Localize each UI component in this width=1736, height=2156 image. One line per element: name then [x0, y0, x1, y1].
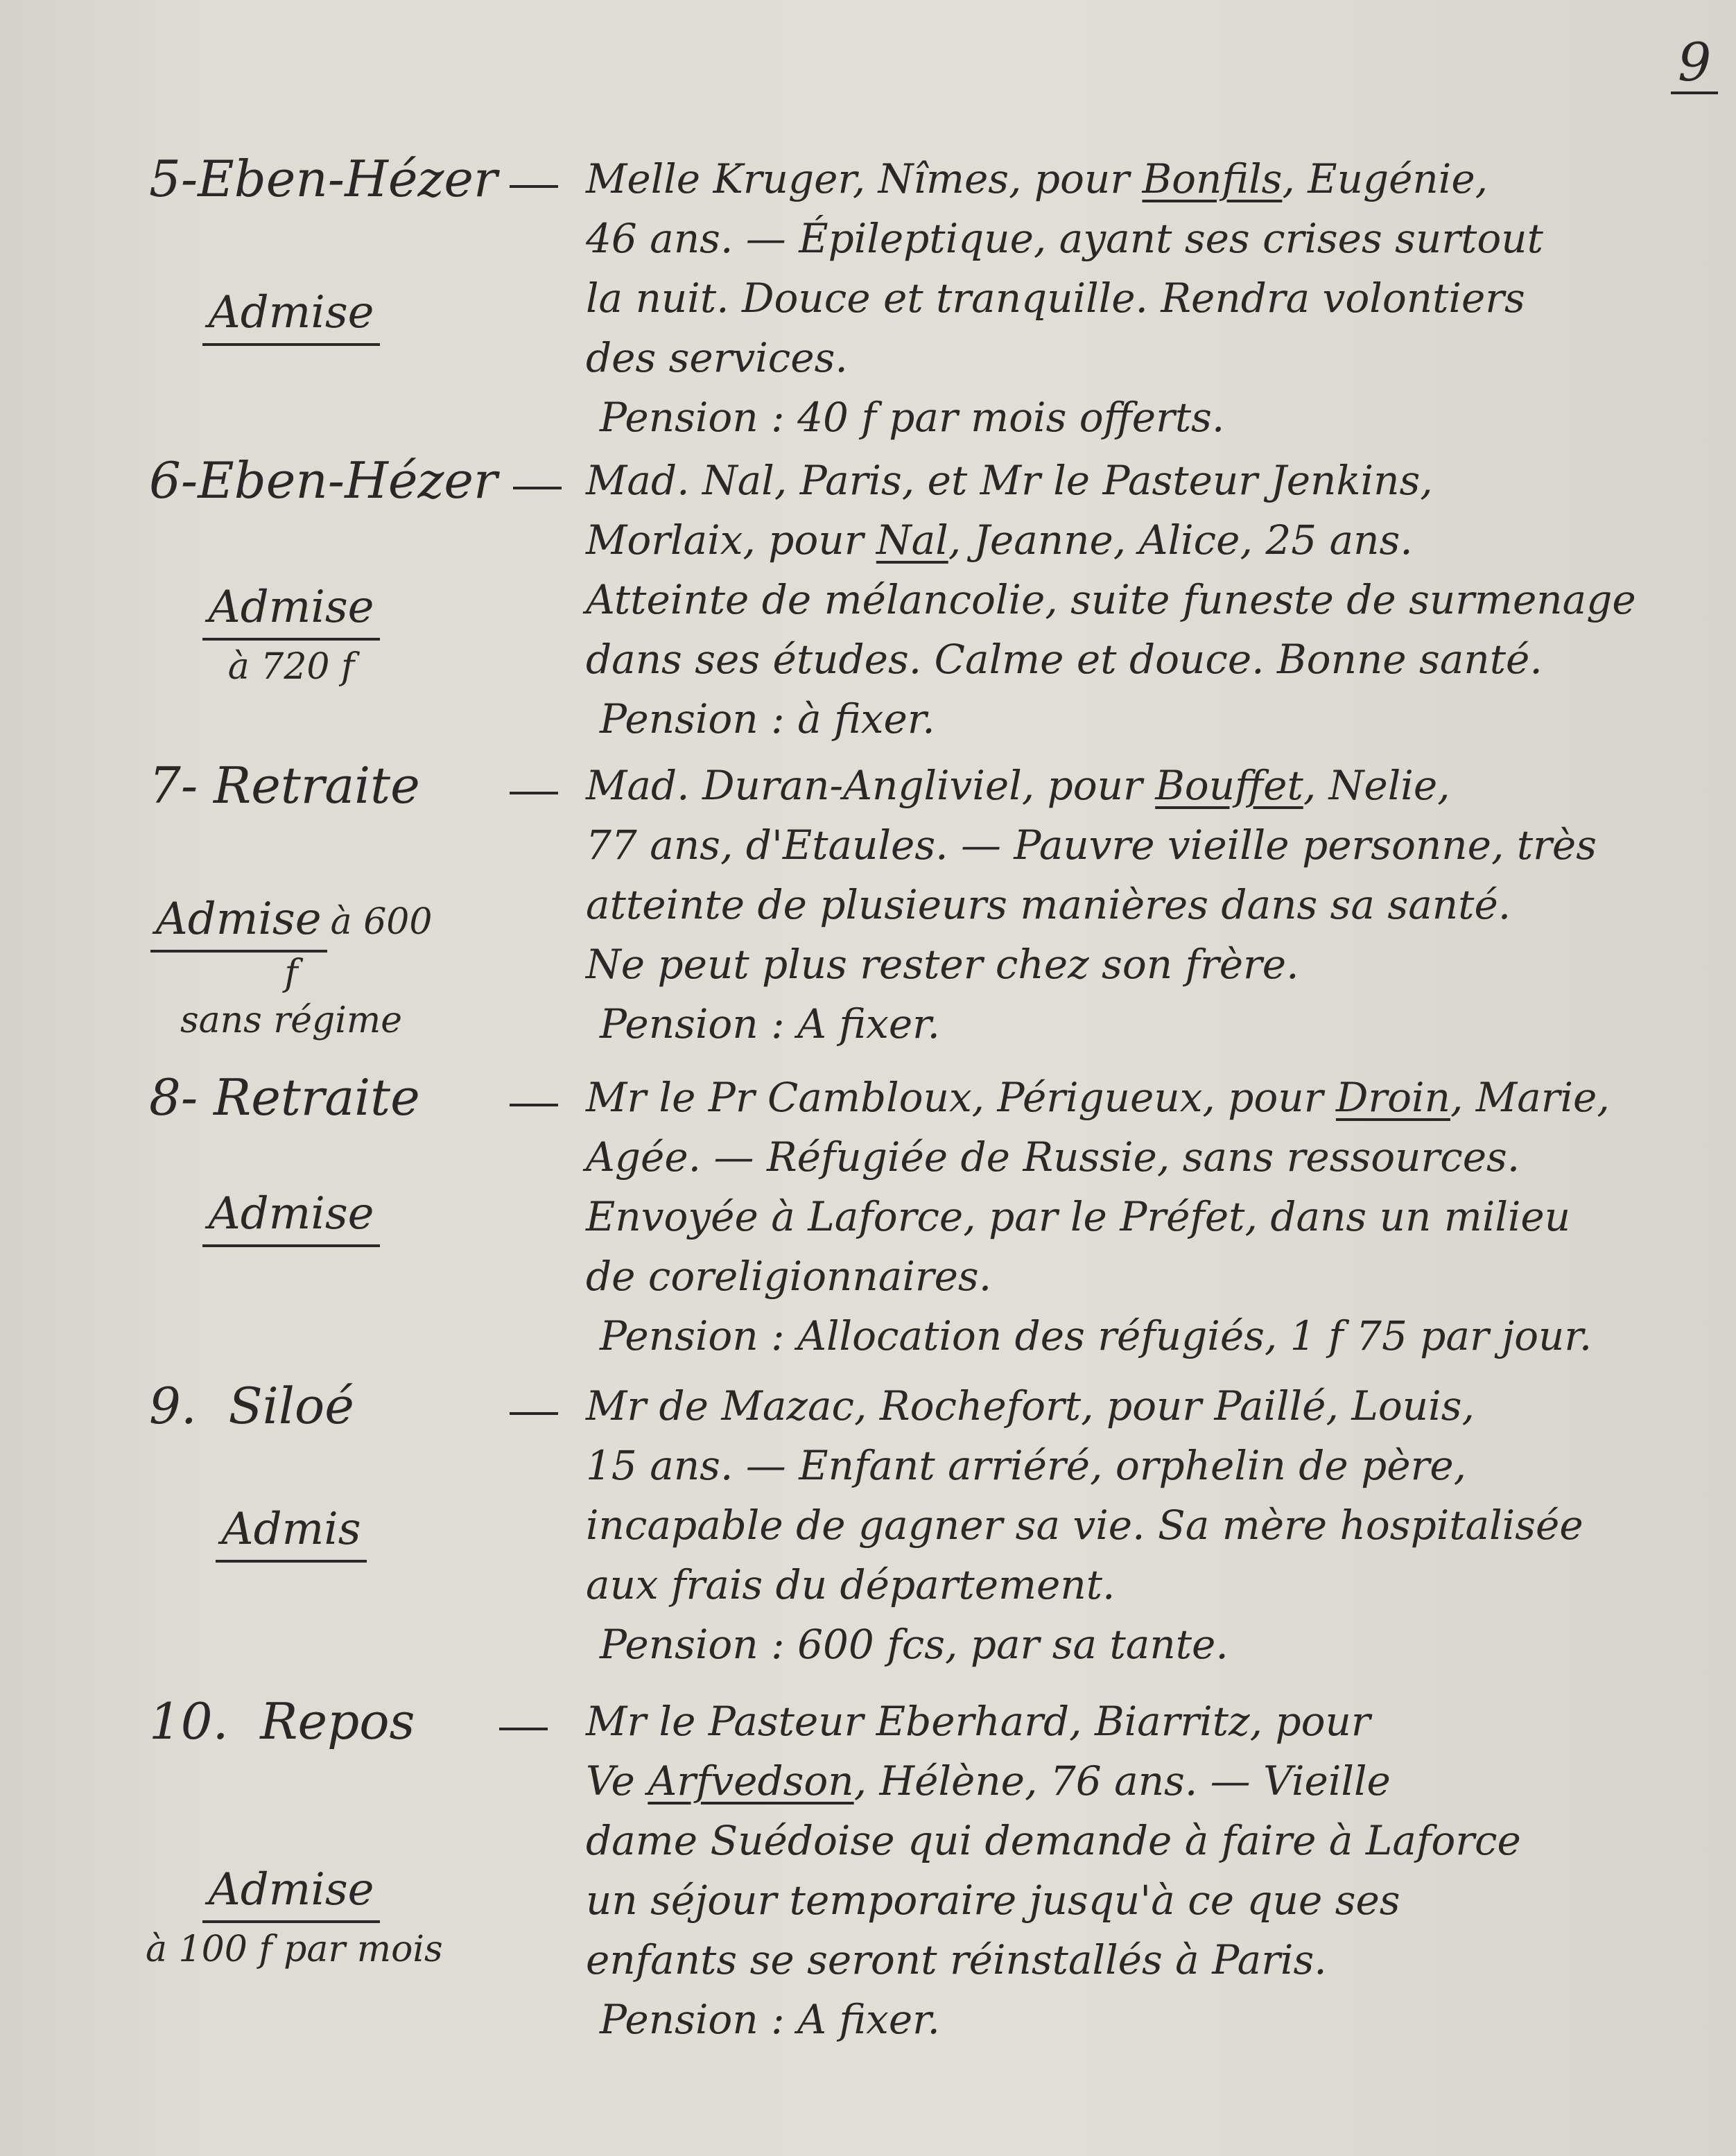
entry-line: Pension : Allocation des réfugiés, 1 f 75 par jour.	[600, 1312, 1592, 1359]
entry-line: Atteinte de mélancolie, suite funeste de surmenage	[586, 576, 1636, 623]
dash-separator	[510, 185, 558, 188]
house-name: Retraite	[214, 756, 420, 815]
decision-note: à 100 f par mois	[146, 1928, 443, 1970]
dash-separator	[510, 1412, 558, 1415]
entry-line: Mr le Pr Cambloux, Périgueux, pour Droin, Marie,	[586, 1074, 1610, 1121]
entry-line: 15 ans. — Enfant arriéré, orphelin de père,	[586, 1442, 1467, 1489]
page-number: 9	[1671, 33, 1718, 94]
entry-heading: 10. Repos	[149, 1692, 415, 1750]
entry-line: Mr de Mazac, Rochefort, pour Paillé, Louis,	[586, 1382, 1475, 1429]
entry-line: Pension : A fixer.	[600, 1996, 940, 2043]
entry-line: Mad. Duran-Angliviel, pour Bouffet, Nelie,	[586, 762, 1450, 809]
entry-line: Morlaix, pour Nal, Jeanne, Alice, 25 ans.	[586, 516, 1413, 564]
entry-line: Ne peut plus rester chez son frère.	[586, 941, 1299, 988]
entry-heading: 7- Retraite	[149, 756, 420, 815]
entry-line: Mad. Nal, Paris, et Mr le Pasteur Jenkins,	[586, 457, 1433, 504]
decision-block	[146, 288, 437, 346]
entry-heading: 9. Siloé	[149, 1377, 354, 1435]
house-name: Eben-Hézer	[198, 150, 498, 208]
decision-status: Admis	[216, 1504, 366, 1563]
house-name: Repos	[260, 1692, 415, 1750]
entry-number: 8	[149, 1068, 181, 1127]
entry-line: aux frais du département.	[586, 1561, 1116, 1608]
entry-line: 77 ans, d'Etaules. — Pauvre vieille personne, très	[586, 821, 1597, 869]
entry-line: Pension : à fixer.	[600, 695, 935, 742]
dash-separator	[510, 792, 558, 794]
house-name: Eben-Hézer	[198, 451, 498, 510]
entry-line: la nuit. Douce et tranquille. Rendra volontiers	[586, 275, 1525, 322]
decision-status: Admise	[150, 894, 327, 953]
entry-line: atteinte de plusieurs manières dans sa santé.	[586, 881, 1511, 928]
entry-line: Mr le Pasteur Eberhard, Biarritz, pour	[586, 1698, 1371, 1745]
house-name: Retraite	[214, 1068, 420, 1127]
entry-number: 9	[149, 1377, 181, 1435]
entry-number: 7	[149, 756, 181, 815]
entry-line: un séjour temporaire jusqu'à ce que ses	[586, 1877, 1400, 1924]
entry-line: des services.	[586, 334, 848, 381]
entry-heading: 6-Eben-Hézer	[149, 451, 498, 510]
entry-body	[586, 1068, 1667, 1366]
decision-status: Admise	[202, 288, 379, 346]
decision-note: à 720 f	[227, 645, 355, 688]
entry-line: Agée. — Réfugiée de Russie, sans ressources.	[586, 1133, 1520, 1181]
house-name: Siloé	[228, 1377, 354, 1435]
entry-line: Pension : 600 fcs, par sa tante.	[600, 1621, 1229, 1668]
entry-line: Envoyée à Laforce, par le Préfet, dans un milieu	[586, 1193, 1571, 1240]
entry-line: Melle Kruger, Nîmes, pour Bonfils, Eugénie,	[586, 155, 1488, 202]
entry-body	[586, 1692, 1667, 2049]
entry-body	[586, 1376, 1667, 1674]
decision-status: Admise	[202, 1865, 379, 1923]
entry-line: dame Suédoise qui demande à faire à Laforce	[586, 1817, 1521, 1864]
dash-separator	[499, 1728, 548, 1730]
decision-note-2: sans régime	[180, 999, 403, 1041]
entry-number: 10	[149, 1692, 213, 1750]
entry-line: dans ses études. Calme et douce. Bonne santé.	[586, 636, 1543, 683]
entry-body	[586, 756, 1667, 1054]
entry-line: Ve Arfvedson, Hélène, 76 ans. — Vieille	[586, 1757, 1391, 1805]
decision-note: à 600 f	[284, 901, 433, 994]
decision-block	[146, 1504, 437, 1563]
entry-line: incapable de gagner sa vie. Sa mère hospitalisée	[586, 1502, 1583, 1549]
entry-body	[586, 451, 1667, 749]
entry-line: Pension : 40 f par mois offerts.	[600, 394, 1225, 441]
entry-line: enfants se seront réinstallés à Paris.	[586, 1936, 1327, 1983]
entry-number: 6	[149, 451, 181, 510]
entry-line: 46 ans. — Épileptique, ayant ses crises surtout	[586, 215, 1543, 262]
dash-separator	[513, 487, 562, 489]
decision-block	[146, 1189, 437, 1247]
entry-number: 5	[149, 150, 181, 208]
decision-block	[146, 1864, 443, 1970]
entry-line: Pension : A fixer.	[600, 1000, 940, 1047]
decision-status: Admise	[202, 582, 379, 641]
decision-block	[146, 894, 437, 1041]
decision-status: Admise	[202, 1189, 379, 1247]
entry-body	[586, 149, 1667, 447]
entry-heading: 8- Retraite	[149, 1068, 420, 1127]
dash-separator	[510, 1104, 558, 1106]
entry-line: de coreligionnaires.	[586, 1253, 992, 1300]
entry-heading: 5-Eben-Hézer	[149, 150, 498, 208]
decision-block	[146, 582, 437, 688]
